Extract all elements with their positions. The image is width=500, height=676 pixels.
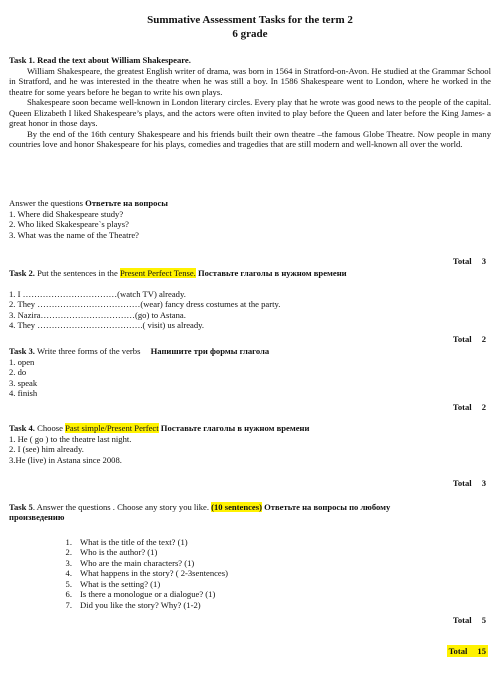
task-3-items: [9, 357, 37, 399]
task-2-label: Task 2.: [9, 268, 35, 278]
question-item: [58, 537, 228, 547]
question-text: What is the title of the text? (1): [80, 537, 188, 547]
task-5-questions: [58, 537, 228, 610]
task-4-instruction: Choose: [37, 423, 63, 433]
paragraph-2: Shakespeare soon became well-known in London literary circles. Every play that he wrote was good news to the people of the capital. Queen Elizabeth I liked Shakespeare’s plays, and the actors were often invited to play before the Queen and later before the King James- a great honor in those days.: [9, 97, 491, 129]
question-item: [58, 558, 228, 568]
exercise-item: 2. I (see) him already.: [9, 444, 84, 455]
exercise-item: 3. Nazira……………………………(go) to Astana.: [9, 309, 186, 320]
page-subtitle: 6 grade: [232, 28, 268, 40]
task-1-total: [453, 256, 486, 266]
question-number: 5.: [65, 578, 72, 589]
task-1-text: [9, 66, 491, 150]
question-text: Did you like the story? Why? (1-2): [80, 599, 201, 610]
verb-item: 3. speak: [9, 377, 38, 388]
exercise-item: 3.He (live) in Astana since 2008.: [9, 454, 122, 465]
task-5-total: [453, 615, 486, 625]
verb-item: 4. finish: [9, 388, 38, 399]
grand-total-label: Total: [448, 646, 468, 656]
question-item: [58, 547, 228, 557]
task-2-heading: [9, 268, 491, 278]
question-number: 2.: [65, 547, 72, 558]
question-text: Who are the main characters? (1): [80, 557, 195, 568]
question-text: What is the setting? (1): [80, 578, 161, 589]
task-3-label: Task 3.: [9, 346, 35, 356]
total-label: Total: [452, 478, 472, 488]
question-number: 1.: [65, 537, 72, 547]
task-1-instruction: Read the text about William Shakespeare.: [37, 55, 191, 65]
task-1-questions-intro: [9, 198, 168, 208]
total-value: 3: [481, 256, 486, 266]
question-number: 4.: [65, 568, 72, 579]
task-5-instruction: . Answer the questions . Choose any story you like.: [32, 502, 209, 512]
task-2-instruction: Put the sentences in the: [37, 268, 118, 278]
verb-item: 2. do: [9, 367, 27, 378]
task-5-instruction-ru: Ответьте на вопросы по любому: [264, 502, 391, 512]
task-1-heading: [9, 55, 491, 65]
task-2-instruction-ru: Поставьте глаголы в нужном времени: [197, 268, 347, 278]
total-value: 5: [481, 615, 486, 625]
question-text: Is there a monologue or a dialogue? (1): [80, 589, 216, 600]
task-3-heading: [9, 346, 269, 356]
task-1-questions: [9, 209, 139, 240]
question-item: 3. What was the name of the Theatre?: [9, 229, 139, 240]
total-label: Total: [452, 402, 472, 412]
task-2-highlight: Present Perfect Tense.: [119, 268, 196, 278]
task-2-total: [453, 334, 486, 344]
exercise-item: 4. They ……………………………….( visit) us already.: [9, 320, 205, 331]
questions-intro-ru: Ответьте на вопросы: [85, 198, 168, 208]
total-label: Total: [452, 615, 472, 625]
task-1-label: Task 1.: [9, 55, 35, 65]
grand-total: [447, 645, 488, 657]
question-number: 6.: [65, 589, 72, 600]
question-item: 1. Where did Shakespeare study?: [9, 209, 124, 219]
question-text: What happens in the story? ( 2-3sentences): [80, 568, 228, 579]
task-2-items: [9, 289, 280, 331]
exercise-item: 2. They ………………………………(wear) fancy dress costumes at the party.: [9, 299, 281, 310]
total-label: Total: [452, 256, 472, 266]
task-4-label: Task 4.: [9, 423, 35, 433]
task-3-total: [453, 402, 486, 412]
task-4-items: [9, 434, 131, 465]
task-5-heading: [9, 502, 494, 523]
total-value: 3: [481, 478, 486, 488]
page-title: Summative Assessment Tasks for the term 2: [147, 14, 353, 26]
task-4-total: [453, 478, 486, 488]
task-4-highlight: Past simple/Present Perfect: [65, 423, 159, 433]
grand-total-value: 15: [477, 646, 486, 656]
paragraph-1: William Shakespeare, the greatest English writer of drama, was born in 1564 in Stratford-on-Avon. He studied at the Grammar School in Stratford, and he was interested in the theatre when he was still a boy. In 1586 Shakespeare went to London, where he worked in the theatre for some years before he began to write his own plays.: [9, 66, 491, 97]
total-value: 2: [481, 402, 486, 412]
question-item: [58, 568, 228, 578]
task-4-instruction-ru: Поставьте глаголы в нужном времени: [160, 423, 310, 433]
question-item: [58, 600, 228, 610]
question-text: Who is the author? (1): [80, 547, 158, 558]
question-number: 3.: [65, 557, 72, 568]
total-value: 2: [481, 334, 486, 344]
task-5-label: Task 5: [9, 502, 33, 512]
exercise-item: 1. He ( go ) to the theatre last night.: [9, 434, 132, 444]
task-4-heading: [9, 423, 309, 433]
question-item: 2. Who liked Skakespeare`s plays?: [9, 219, 129, 230]
questions-intro-en: Answer the questions: [9, 198, 83, 208]
task-5-highlight: (10 sentences): [211, 502, 262, 512]
total-label: Total: [452, 334, 472, 344]
exercise-item: 1. I ……………………………(watch TV) already.: [9, 289, 186, 299]
paragraph-3: By the end of the 16th century Shakespeare and his friends built their own theatre –the famous Globe Theatre. Now people in many countries love and honor Shakespeare for his plays, comedies and tragedies that are still modern and well-known all over the world.: [9, 128, 491, 150]
task-3-instruction: Write three forms of the verbs: [36, 346, 141, 356]
task-5-instruction-ru-cont: произведению: [9, 512, 65, 523]
task-3-instruction-ru: Напишите три формы глагола: [150, 346, 270, 356]
verb-item: 1. open: [9, 357, 35, 367]
question-number: 7.: [65, 599, 72, 610]
question-item: [58, 589, 228, 599]
question-item: [58, 579, 228, 589]
